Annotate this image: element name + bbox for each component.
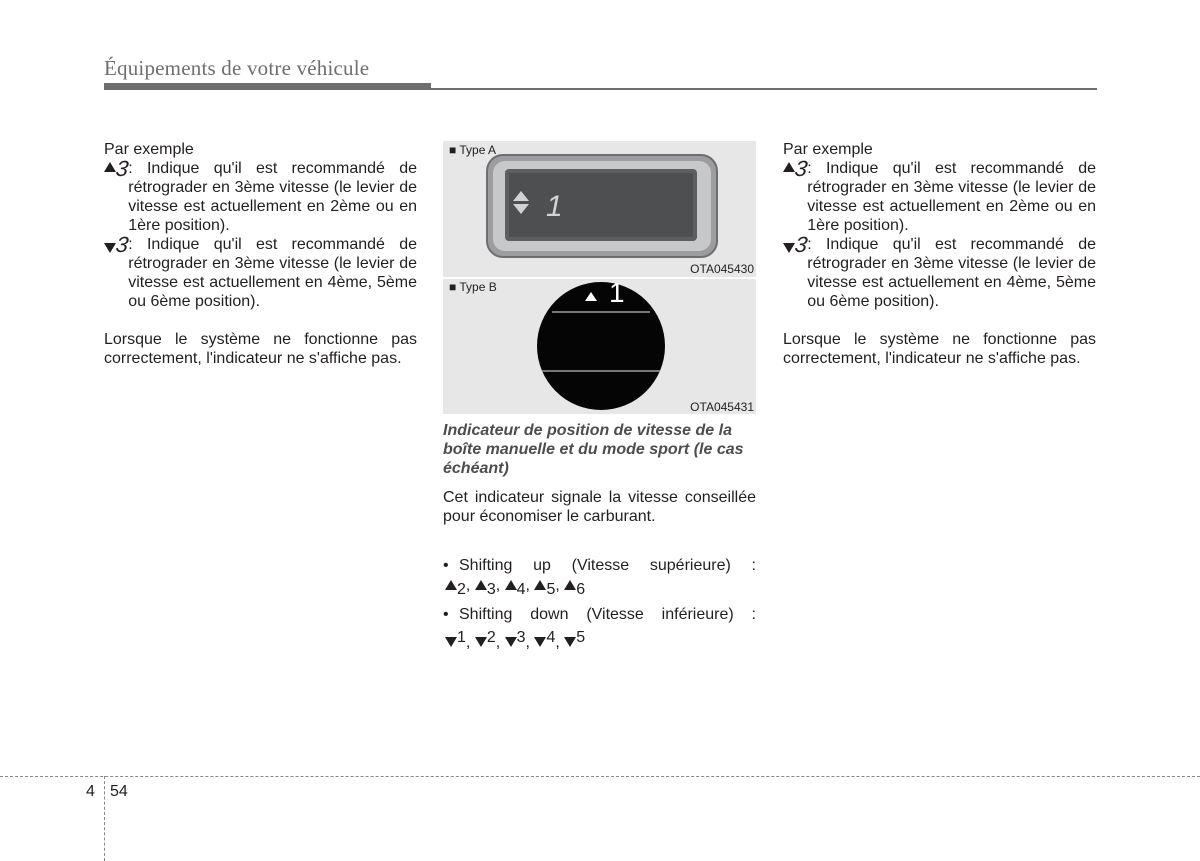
left-item-upshift [104,156,417,235]
footer-dashed-divider [104,776,105,861]
header-rule [431,88,1097,90]
shift-down-value: 3 [516,629,526,646]
shift-up-value: 3 [486,581,496,598]
shift-down-arrow-icon [475,637,487,647]
left-item1-text: : Indique qu'il est recommandé de rétrograder en 3ème vitesse (le levier de vitesse est actuellement en 2ème ou en 1ère position). [128,160,417,234]
bullet-marker: • [443,606,449,623]
header-bar [104,83,431,90]
shift-up-bullet [443,556,756,599]
footer-dashed-rule [0,776,1200,777]
right-lead: Par exemple [783,141,873,158]
shift-up-arrow-icon [564,580,576,590]
left-item2-gear: 3 [114,232,131,257]
shift-up-arrow-icon [783,162,795,172]
bullet-marker: • [443,557,449,574]
shift-up-arrow-icon [104,162,116,172]
left-item2-text: : Indique qu'il est recommandé de rétrograder en 3ème vitesse (le levier de vitesse est actuellement en 4ème, 5ème ou 6ème position). [128,236,417,310]
left-lead: Par exemple [104,141,194,158]
shift-up-text: Shifting up (Vitesse supérieure) : [459,557,756,574]
right-note: Lorsque le système ne fonctionne pas correctement, l'indicateur ne s'affiche pas. [783,331,1096,367]
figure-type-b-code: OTA045431 [690,400,754,414]
shift-up-arrow-icon [505,580,517,590]
shift-down-value: 5 [576,629,586,646]
figure-type-a-label: ■ Type A [449,143,497,157]
shift-up-arrow-icon [445,580,457,590]
shift-down-arrow-icon [564,637,576,647]
shift-up-sequence: $_2$, $_3$, $_4$, $_5$, $_6$ [443,576,756,599]
right-item-downshift [783,232,1096,311]
left-column [104,140,417,368]
shift-up-value: 5 [546,581,556,598]
shift-up-arrow-icon [475,580,487,590]
right-item2-text: : Indique qu'il est recommandé de rétrograder en 3ème vitesse (le levier de vitesse est actuellement en 4ème, 5ème ou 6ème position). [807,236,1096,310]
shift-down-arrow-icon [445,637,457,647]
shift-down-value: 4 [546,629,556,646]
middle-intro: Cet indicateur signale la vitesse conseillée pour économiser le carburant. [443,489,756,525]
shift-down-value: 1 [457,629,466,646]
figure-type-a-code: OTA045430 [690,262,754,276]
left-item-downshift [104,232,417,311]
left-item1-gear: 3 [114,156,131,181]
shift-down-arrow-icon [534,637,546,647]
right-column [783,140,1096,368]
page-header-title: Équipements de votre véhicule [104,56,370,80]
right-item-upshift [783,156,1096,235]
shift-down-arrow-icon [505,637,517,647]
page-chapter-number: 4 [86,783,95,800]
left-note: Lorsque le système ne fonctionne pas correctement, l'indicateur ne s'affiche pas. [104,331,417,367]
right-item2-gear: 3 [793,232,810,257]
figure-caption: Indicateur de position de vitesse de la boîte manuelle et du mode sport (le cas échéant) [443,422,744,477]
shift-up-value: 4 [516,581,526,598]
shift-up-value: 6 [576,581,586,598]
shift-down-value: 2 [486,629,496,646]
shift-up-arrow-icon [534,580,546,590]
right-item1-gear: 3 [793,156,810,181]
type-a-display-illustration [485,153,719,261]
page-number: 54 [110,783,128,800]
type-a-gear-digit: 1 [546,190,563,223]
shift-down-text: Shifting down (Vitesse inférieure) : [459,606,756,623]
figure-type-b [443,279,756,414]
shift-up-value: 2 [457,581,466,598]
type-b-gear-digit: 1 [609,277,625,308]
figure-type-b-label: ■ Type B [449,280,497,294]
shift-down-bullet [443,605,756,652]
figure-type-a [443,141,756,277]
middle-column [443,421,756,652]
shift-down-sequence: $^1$, $^2$, $^3$, $^4$, $^5$ [443,628,756,652]
type-b-display-illustration [536,280,666,412]
right-item1-text: : Indique qu'il est recommandé de rétrograder en 3ème vitesse (le levier de vitesse est actuellement en 2ème ou en 1ère position). [807,160,1096,234]
